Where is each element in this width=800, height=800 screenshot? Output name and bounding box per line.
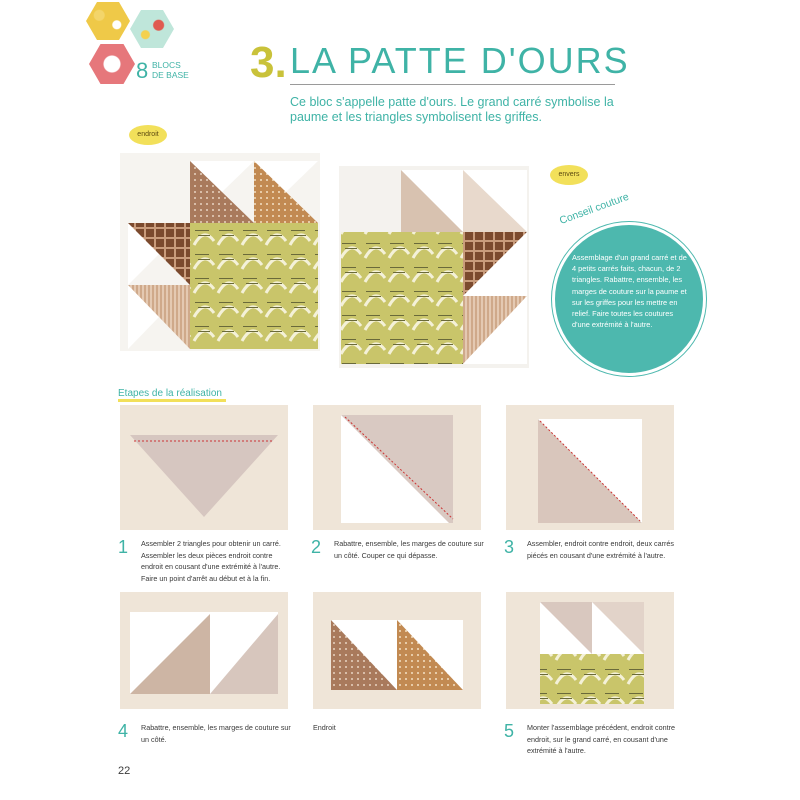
step-1-photo <box>120 405 288 530</box>
page-title: LA PATTE D'OURS <box>290 40 630 81</box>
step-caption-front: Endroit <box>313 723 336 732</box>
steps-heading-highlight <box>118 399 226 402</box>
step-caption: Rabattre, ensemble, les marges de couture sur un côté. <box>141 723 291 744</box>
block-front-photo <box>120 153 320 351</box>
step-caption: Monter l'assemblage précédent, endroit contre endroit, sur le grand carré, en cousant d'une extrémité à l'autre. <box>527 723 676 755</box>
front-label-bubble: endroit <box>129 125 167 145</box>
section-badge-label: BLOCS DE BASE <box>152 60 189 80</box>
step-number: 1 <box>118 537 129 557</box>
title-divider <box>290 84 615 85</box>
step-caption: Rabattre, ensemble, les marges de couture sur un côté. Couper ce qui dépasse. <box>334 539 484 560</box>
steps-heading: Etapes de la réalisation <box>118 388 222 399</box>
step-5-photo <box>313 592 481 709</box>
step-4-photo <box>120 592 288 709</box>
chapter-number: 3. <box>250 38 287 87</box>
step-caption: Assembler 2 triangles pour obtenir un carré. Assembler les deux pièces endroit contre endroit en cousant d'une extrémité à l'autre. Faire un point d'arrêt au début et à la fin. <box>141 539 281 583</box>
step-number: 3 <box>504 537 515 557</box>
fabric-hexagon-yellow <box>86 2 130 40</box>
fabric-hexagon-pink <box>89 44 135 84</box>
fabric-hexagon-mint <box>130 10 174 48</box>
step-number: 5 <box>504 721 515 741</box>
section-badge-number: 8 <box>136 58 149 83</box>
step-caption: Assembler, endroit contre endroit, deux carrés piécés en cousant d'une extrémité à l'autre. <box>527 539 675 560</box>
step-number: 2 <box>311 537 322 557</box>
back-label-bubble: envers <box>550 165 588 185</box>
block-back-photo <box>339 166 529 368</box>
step-6-photo <box>506 592 674 709</box>
step-number: 4 <box>118 721 129 741</box>
sewing-tip-text: Assemblage d'un grand carré et de 4 petits carrés faits, chacun, de 2 triangles. Rabattre, ensemble, les marges de couture sur la paume et sur les griffes pour les mettre en relief. Faire toutes les coutures d'une extrémité à l'autre. <box>572 253 687 330</box>
page-number: 22 <box>118 765 131 777</box>
sewing-tip-label: Conseil couture <box>557 190 631 227</box>
intro-text: Ce bloc s'appelle patte d'ours. Le grand carré symbolise la paume et les triangles symbolisent les griffes. <box>290 95 614 124</box>
step-2-photo <box>313 405 481 530</box>
step-3-photo <box>506 405 674 530</box>
